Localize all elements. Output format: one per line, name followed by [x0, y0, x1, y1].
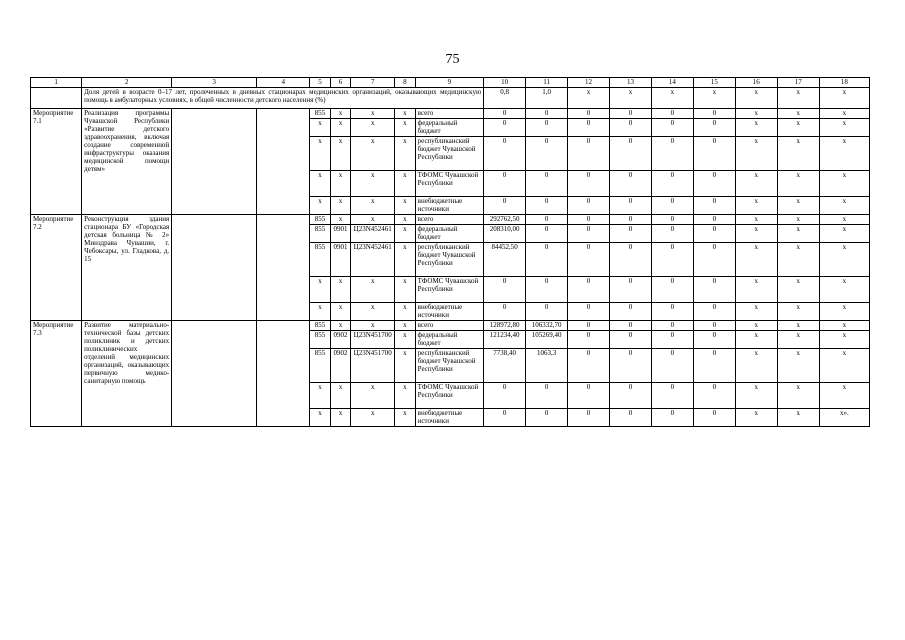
table-row [31, 215, 870, 225]
year-value: x [735, 215, 777, 225]
grbs-code: 855 [310, 243, 330, 277]
target-article: x [351, 109, 395, 119]
year-value: 0 [484, 277, 526, 303]
year-value: x [777, 349, 819, 383]
year-value: 0 [484, 383, 526, 409]
measure-label: Мероприятие 7.3 [31, 321, 82, 427]
year-value: x [777, 225, 819, 243]
participants-cell [257, 321, 310, 427]
participants-cell [257, 109, 310, 215]
grbs-code: 855 [310, 321, 330, 331]
funding-source: республиканский бюджет Чувашской Республики [415, 349, 484, 383]
year-value: x [735, 331, 777, 349]
measure-label: Мероприятие 7.1 [31, 109, 82, 215]
participants-cell [257, 215, 310, 321]
indicator-value: x [819, 88, 869, 109]
year-value: x [735, 349, 777, 383]
target-article: Ц23N451700 [351, 349, 395, 383]
grbs-code: 855 [310, 109, 330, 119]
header-cell: 5 [310, 78, 330, 88]
target-article: x [351, 171, 395, 197]
indicator-value: x [693, 88, 735, 109]
indicator-value: x [735, 88, 777, 109]
year-value: x [777, 383, 819, 409]
year-value: x [735, 171, 777, 197]
year-value: 0 [568, 383, 610, 409]
year-value: 0 [651, 321, 693, 331]
year-value: 0 [526, 383, 568, 409]
grbs-code: x [310, 171, 330, 197]
year-value: x [777, 197, 819, 215]
funding-source: всего [415, 321, 484, 331]
table-row [31, 109, 870, 119]
year-value: 0 [693, 349, 735, 383]
year-value: 0 [651, 243, 693, 277]
indicator-value: 0,8 [484, 88, 526, 109]
year-value: x [735, 383, 777, 409]
year-value: 0 [484, 171, 526, 197]
year-value: x [777, 277, 819, 303]
year-value: 0 [484, 409, 526, 427]
year-value: 0 [693, 383, 735, 409]
expense-group: x [395, 303, 415, 321]
year-value: 0 [610, 137, 652, 171]
year-value: 0 [651, 119, 693, 137]
year-value: 0 [651, 197, 693, 215]
year-value: x [777, 171, 819, 197]
year-value: x [819, 215, 869, 225]
year-value: 0 [693, 225, 735, 243]
expense-group: x [395, 349, 415, 383]
year-value: 0 [568, 225, 610, 243]
expense-group: x [395, 409, 415, 427]
indicator-text: Доля детей в возрасте 0–17 лет, пролеченных в дневных стационарах медицинских организаций, оказывающих медицинскую помощь в амбулаторных условиях, в общей численности детского населения (%) [82, 88, 484, 109]
section-code: x [330, 409, 350, 427]
year-value: x [777, 321, 819, 331]
section-code: x [330, 215, 350, 225]
year-value: 0 [651, 109, 693, 119]
target-article: x [351, 215, 395, 225]
year-value: 0 [568, 321, 610, 331]
year-value: 0 [610, 277, 652, 303]
executor-cell [172, 215, 257, 321]
grbs-code: x [310, 197, 330, 215]
year-value: x [819, 383, 869, 409]
measure-name: Реализация программы Чувашской Республики «Развитие детского здравоохранения, включая создание современной инфраструктуры оказания медицинской помощи детям» [82, 109, 172, 215]
expense-group: x [395, 137, 415, 171]
year-value: 0 [610, 109, 652, 119]
header-cell: 6 [330, 78, 350, 88]
section-code: x [330, 119, 350, 137]
year-value: 0 [568, 119, 610, 137]
section-code: 0901 [330, 243, 350, 277]
year-value: 0 [568, 409, 610, 427]
indicator-value: x [610, 88, 652, 109]
year-value: 0 [610, 321, 652, 331]
year-value: 0 [693, 197, 735, 215]
year-value: x [819, 137, 869, 171]
year-value: 0 [651, 303, 693, 321]
expense-group: x [395, 321, 415, 331]
header-cell: 14 [651, 78, 693, 88]
funding-source: внебюджетные источники [415, 303, 484, 321]
executor-cell [172, 321, 257, 427]
year-value: 0 [693, 277, 735, 303]
year-value: 1063,3 [526, 349, 568, 383]
indicator-value: x [777, 88, 819, 109]
header-cell: 4 [257, 78, 310, 88]
year-value: 0 [610, 383, 652, 409]
section-code: x [330, 383, 350, 409]
year-value: x [777, 331, 819, 349]
year-value: 0 [651, 137, 693, 171]
executor-cell [172, 109, 257, 215]
year-value: 0 [610, 331, 652, 349]
target-article: x [351, 277, 395, 303]
funding-source: ТФОМС Чувашской Республики [415, 277, 484, 303]
expense-group: x [395, 109, 415, 119]
year-value: x [819, 321, 869, 331]
section-code: x [330, 321, 350, 331]
year-value: 105269,40 [526, 331, 568, 349]
expense-group: x [395, 171, 415, 197]
section-code: 0902 [330, 349, 350, 383]
year-value: 0 [526, 409, 568, 427]
funding-source: республиканский бюджет Чувашской Республики [415, 137, 484, 171]
expense-group: x [395, 119, 415, 137]
year-value: x [819, 303, 869, 321]
grbs-code: x [310, 137, 330, 171]
target-article: x [351, 197, 395, 215]
year-value: 0 [693, 171, 735, 197]
expense-group: x [395, 331, 415, 349]
year-value: 0 [568, 243, 610, 277]
year-value: x». [819, 409, 869, 427]
expense-group: x [395, 197, 415, 215]
year-value: 0 [526, 215, 568, 225]
year-value: 0 [693, 243, 735, 277]
measure-label: Мероприятие 7.2 [31, 215, 82, 321]
grbs-code: x [310, 119, 330, 137]
funding-source: всего [415, 215, 484, 225]
year-value: 0 [568, 197, 610, 215]
header-cell: 8 [395, 78, 415, 88]
grbs-code: 855 [310, 225, 330, 243]
funding-source: внебюджетные источники [415, 409, 484, 427]
year-value: 0 [526, 277, 568, 303]
year-value: 0 [693, 409, 735, 427]
year-value: x [735, 277, 777, 303]
budget-table [30, 77, 870, 427]
measure-name: Развитие материально-технической базы детских поликлиник и детских поликлинических отделений медицинских организаций, оказывающих первичную медико-санитарную помощь [82, 321, 172, 427]
year-value: x [777, 119, 819, 137]
year-value: 0 [610, 349, 652, 383]
header-cell: 9 [415, 78, 484, 88]
year-value: x [735, 303, 777, 321]
header-cell: 18 [819, 78, 869, 88]
header-cell: 2 [82, 78, 172, 88]
header-cell: 11 [526, 78, 568, 88]
year-value: 208310,00 [484, 225, 526, 243]
year-value: x [819, 119, 869, 137]
grbs-code: 855 [310, 349, 330, 383]
year-value: 0 [568, 349, 610, 383]
year-value: 0 [610, 119, 652, 137]
year-value: 0 [568, 171, 610, 197]
indicator-value: 1,0 [526, 88, 568, 109]
target-article: x [351, 321, 395, 331]
funding-source: федеральный бюджет [415, 331, 484, 349]
section-code: x [330, 109, 350, 119]
year-value: 0 [526, 303, 568, 321]
year-value: 0 [693, 215, 735, 225]
expense-group: x [395, 383, 415, 409]
year-value: 0 [610, 215, 652, 225]
funding-source: внебюджетные источники [415, 197, 484, 215]
year-value: 7738,40 [484, 349, 526, 383]
year-value: x [819, 197, 869, 215]
year-value: 0 [526, 119, 568, 137]
header-cell: 1 [31, 78, 82, 88]
year-value: 84452,50 [484, 243, 526, 277]
grbs-code: x [310, 303, 330, 321]
header-row [31, 78, 870, 88]
year-value: 0 [651, 331, 693, 349]
year-value: x [819, 225, 869, 243]
grbs-code: x [310, 409, 330, 427]
target-article: Ц23N452461 [351, 225, 395, 243]
year-value: 0 [651, 349, 693, 383]
year-value: x [777, 109, 819, 119]
year-value: x [735, 109, 777, 119]
year-value: 0 [568, 215, 610, 225]
year-value: 0 [610, 303, 652, 321]
funding-source: федеральный бюджет [415, 119, 484, 137]
year-value: 0 [568, 303, 610, 321]
grbs-code: 855 [310, 215, 330, 225]
expense-group: x [395, 225, 415, 243]
year-value: 0 [526, 225, 568, 243]
year-value: 0 [610, 243, 652, 277]
measure-name: Реконструкция здания стационара БУ «Городская детская больница № 2» Минздрава Чувашии, г. Чебоксары, ул. Гладкова, д. 15 [82, 215, 172, 321]
year-value: 0 [484, 197, 526, 215]
year-value: 0 [484, 137, 526, 171]
year-value: x [819, 349, 869, 383]
target-article: Ц23N452461 [351, 243, 395, 277]
section-code: 0902 [330, 331, 350, 349]
header-cell: 10 [484, 78, 526, 88]
header-cell: 3 [172, 78, 257, 88]
section-code: x [330, 303, 350, 321]
year-value: 0 [526, 243, 568, 277]
table-row [31, 321, 870, 331]
year-value: 0 [610, 409, 652, 427]
year-value: x [735, 119, 777, 137]
funding-source: федеральный бюджет [415, 225, 484, 243]
year-value: 0 [693, 119, 735, 137]
year-value: x [819, 331, 869, 349]
year-value: 292762,50 [484, 215, 526, 225]
funding-source: всего [415, 109, 484, 119]
header-cell: 12 [568, 78, 610, 88]
header-cell: 13 [610, 78, 652, 88]
year-value: 0 [526, 109, 568, 119]
target-article: x [351, 303, 395, 321]
year-value: 0 [693, 331, 735, 349]
year-value: x [777, 243, 819, 277]
year-value: 106332,70 [526, 321, 568, 331]
header-cell: 7 [351, 78, 395, 88]
grbs-code: x [310, 277, 330, 303]
funding-source: республиканский бюджет Чувашской Республики [415, 243, 484, 277]
target-article: x [351, 137, 395, 171]
year-value: 0 [651, 409, 693, 427]
year-value: 0 [568, 277, 610, 303]
section-code: x [330, 171, 350, 197]
year-value: 0 [651, 383, 693, 409]
year-value: x [735, 409, 777, 427]
funding-source: ТФОМС Чувашской Республики [415, 383, 484, 409]
year-value: 0 [568, 137, 610, 171]
year-value: 0 [526, 171, 568, 197]
year-value: x [777, 215, 819, 225]
year-value: 0 [568, 109, 610, 119]
year-value: x [777, 409, 819, 427]
target-article: x [351, 119, 395, 137]
indicator-value: x [568, 88, 610, 109]
expense-group: x [395, 243, 415, 277]
year-value: x [819, 277, 869, 303]
year-value: 0 [693, 321, 735, 331]
year-value: x [735, 137, 777, 171]
year-value: x [819, 171, 869, 197]
year-value: 0 [651, 215, 693, 225]
section-code: x [330, 137, 350, 171]
expense-group: x [395, 277, 415, 303]
year-value: 128972,80 [484, 321, 526, 331]
grbs-code: 855 [310, 331, 330, 349]
year-value: 0 [693, 137, 735, 171]
target-article: x [351, 383, 395, 409]
year-value: x [819, 243, 869, 277]
year-value: 0 [651, 225, 693, 243]
year-value: 0 [693, 303, 735, 321]
year-value: 0 [526, 197, 568, 215]
year-value: x [777, 303, 819, 321]
year-value: 0 [651, 171, 693, 197]
year-value: 0 [526, 137, 568, 171]
page-number: 75 [445, 52, 460, 67]
indicator-value: x [651, 88, 693, 109]
year-value: x [735, 225, 777, 243]
year-value: 0 [484, 119, 526, 137]
funding-source: ТФОМС Чувашской Республики [415, 171, 484, 197]
year-value: x [735, 321, 777, 331]
year-value: x [819, 109, 869, 119]
header-cell: 15 [693, 78, 735, 88]
year-value: 121234,40 [484, 331, 526, 349]
header-cell: 16 [735, 78, 777, 88]
section-code: x [330, 277, 350, 303]
year-value: 0 [484, 109, 526, 119]
indicator-empty [31, 88, 82, 109]
year-value: 0 [693, 109, 735, 119]
section-code: 0901 [330, 225, 350, 243]
year-value: 0 [484, 303, 526, 321]
year-value: x [777, 137, 819, 171]
section-code: x [330, 197, 350, 215]
year-value: 0 [568, 331, 610, 349]
header-cell: 17 [777, 78, 819, 88]
year-value: 0 [651, 277, 693, 303]
year-value: x [735, 243, 777, 277]
year-value: 0 [610, 171, 652, 197]
grbs-code: x [310, 383, 330, 409]
indicator-row [31, 88, 870, 109]
target-article: Ц23N451700 [351, 331, 395, 349]
target-article: x [351, 409, 395, 427]
year-value: 0 [610, 225, 652, 243]
year-value: x [735, 197, 777, 215]
expense-group: x [395, 215, 415, 225]
year-value: 0 [610, 197, 652, 215]
